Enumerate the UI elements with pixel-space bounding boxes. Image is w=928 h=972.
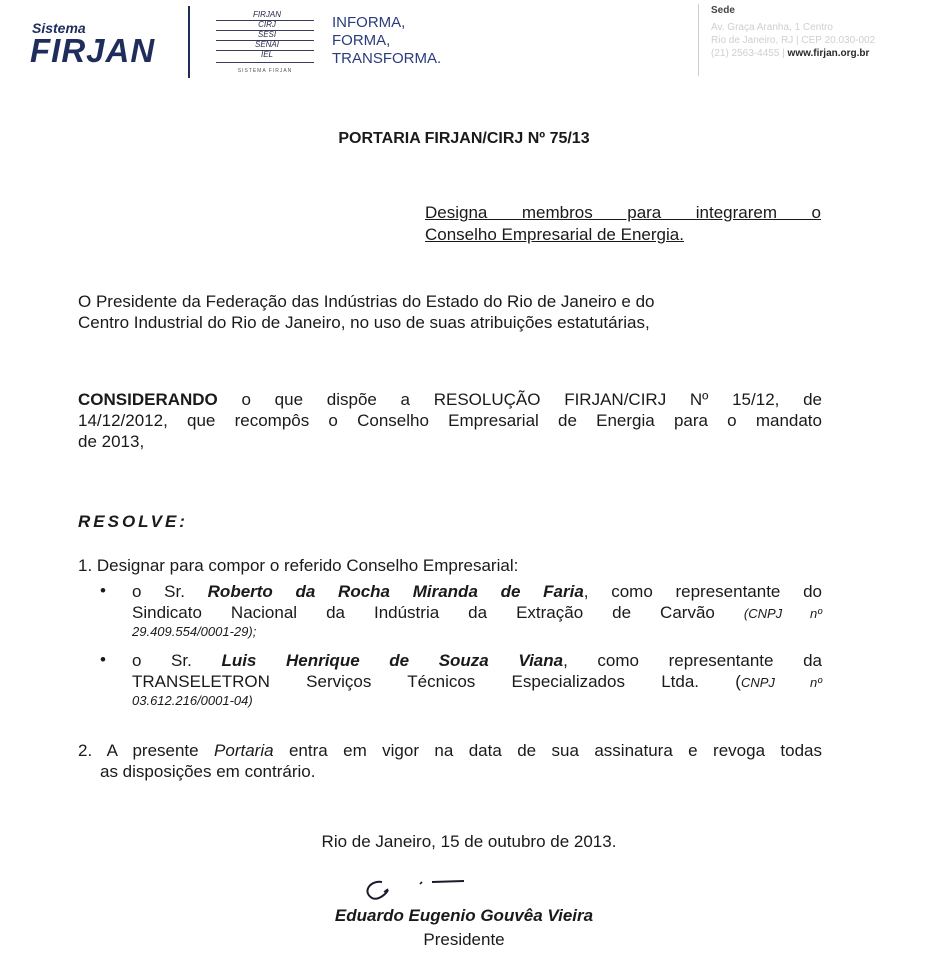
ementa-period: . [679, 225, 684, 244]
header-divider [188, 6, 190, 78]
logo-entity-firjan: FIRJAN [253, 10, 281, 19]
member-text: , como representante da [563, 651, 822, 670]
item-2 [78, 740, 822, 782]
document-title: PORTARIA FIRJAN/CIRJ Nº 75/13 [338, 130, 590, 147]
member-prefix: o Sr. [132, 582, 208, 601]
logo-caption: SISTEMA FIRJAN [237, 68, 293, 74]
system-entities-logo [216, 10, 314, 76]
logo-entity-cirj: CIRJ [258, 20, 276, 29]
member-org: TRANSELETRON Serviços Técnicos Especializados Ltda. ( [132, 672, 741, 691]
item2-italic: Portaria [214, 741, 274, 760]
address-phone: (21) 2563-4455 | [711, 48, 785, 59]
member-name: Roberto da Rocha Miranda de Faria [207, 582, 584, 601]
address-label: Sede [711, 5, 735, 16]
signer-name: Eduardo Eugenio Gouvêa Vieira [334, 906, 594, 925]
item-1: 1. Designar para compor o referido Conselho Empresarial: [78, 556, 519, 575]
intro-line: O Presidente da Federação das Indústrias do Estado do Rio de Janeiro e do [78, 292, 655, 311]
handwritten-signature [356, 870, 476, 910]
address-block [698, 4, 928, 76]
tagline-line: FORMA, [332, 32, 391, 49]
bullet-icon: • [100, 650, 106, 669]
tagline [332, 14, 441, 68]
logo-entity-iel: IEL [260, 50, 273, 59]
considerando-text: o que dispõe a RESOLUÇÃO FIRJAN/CIRJ Nº 15/12, de [217, 390, 822, 409]
member-cnpj-label: CNPJ nº [740, 675, 823, 690]
member-text: , como representante do [583, 582, 822, 601]
ementa [425, 202, 821, 246]
tagline-line: TRANSFORMA. [332, 50, 442, 67]
member-prefix: o Sr. [132, 651, 222, 670]
ementa-line: Conselho Empresarial de Energia [425, 225, 680, 244]
date-line: Rio de Janeiro, 15 de outubro de 2013. [321, 832, 617, 851]
bullet-icon: • [100, 581, 106, 600]
member-cnpj: 03.612.216/0001-04) [132, 693, 253, 708]
logo-entity-sesi: SESI [257, 30, 277, 39]
ementa-line: Designa membros para integrarem o [425, 203, 821, 222]
logo-entity-senai: SENAI [254, 40, 279, 49]
member-cnpj-label: (CNPJ nº [743, 606, 822, 621]
signer-role: Presidente [423, 930, 505, 949]
item2-text: as disposições em contrário. [100, 762, 316, 781]
address-line: Av. Graça Aranha, 1 Centro [711, 22, 833, 33]
considerando-text: 14/12/2012, que recompôs o Conselho Empresarial de Energia para o mandato [78, 411, 822, 430]
brand-small-text: Sistema [32, 20, 86, 36]
member-name: Luis Henrique de Souza Viana [221, 651, 564, 670]
logo-rule [216, 62, 314, 63]
website-link[interactable]: www.firjan.org.br [787, 48, 870, 59]
member-cnpj: 29.409.554/0001-29); [132, 624, 257, 639]
intro-line: Centro Industrial do Rio de Janeiro, no uso de suas atribuições estatutárias, [78, 313, 650, 332]
resolve-heading: RESOLVE: [78, 512, 188, 531]
considerando-label: CONSIDERANDO [78, 390, 218, 409]
item2-text: 2. A presente [78, 741, 215, 760]
considerando-text: de 2013, [78, 432, 145, 451]
item2-text: entra em vigor na data de sua assinatura e revoga todas [273, 741, 823, 760]
address-line: Rio de Janeiro, RJ | CEP 20.030-002 [711, 35, 876, 46]
considerando-paragraph [78, 389, 822, 452]
tagline-line: INFORMA, [332, 14, 406, 31]
brand-logo-text: FIRJAN [30, 32, 156, 69]
member-org: Sindicato Nacional da Indústria da Extração de Carvão [132, 603, 744, 622]
intro-paragraph [78, 291, 822, 333]
